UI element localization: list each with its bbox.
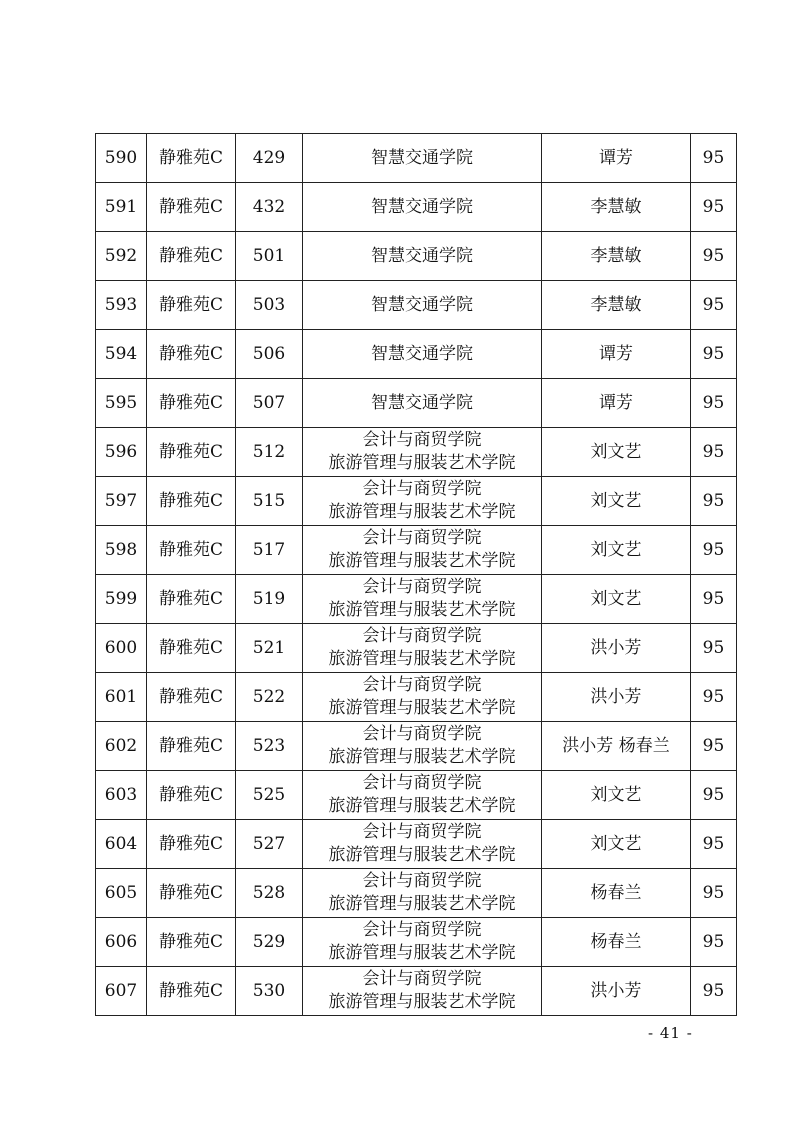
college-name: 会计与商贸学院	[362, 969, 482, 989]
building-cell: 静雅苑C	[147, 183, 236, 232]
score-cell: 95	[691, 281, 737, 330]
building-cell: 静雅苑C	[147, 281, 236, 330]
room-cell: 529	[236, 918, 303, 967]
college-name: 会计与商贸学院	[362, 479, 482, 499]
manager-cell: 洪小芳	[542, 967, 691, 1016]
building-cell: 静雅苑C	[147, 673, 236, 722]
manager-cell: 刘文艺	[542, 771, 691, 820]
score-cell: 95	[691, 526, 737, 575]
room-cell: 501	[236, 232, 303, 281]
college-name: 会计与商贸学院	[362, 675, 482, 695]
college-name: 会计与商贸学院	[362, 626, 482, 646]
row-number-cell: 602	[96, 722, 147, 771]
room-cell: 429	[236, 134, 303, 183]
score-cell: 95	[691, 232, 737, 281]
college-name: 旅游管理与服装艺术学院	[328, 992, 516, 1012]
building-cell: 静雅苑C	[147, 428, 236, 477]
manager-cell: 谭芳	[542, 330, 691, 379]
building-cell: 静雅苑C	[147, 526, 236, 575]
manager-cell: 李慧敏	[542, 183, 691, 232]
manager-cell: 谭芳	[542, 134, 691, 183]
college-name: 旅游管理与服装艺术学院	[328, 747, 516, 767]
row-number-cell: 597	[96, 477, 147, 526]
table-row	[96, 232, 737, 281]
building-cell: 静雅苑C	[147, 722, 236, 771]
room-cell: 528	[236, 869, 303, 918]
building-cell: 静雅苑C	[147, 330, 236, 379]
row-number-cell: 591	[96, 183, 147, 232]
score-cell: 95	[691, 722, 737, 771]
row-number-cell: 594	[96, 330, 147, 379]
room-cell: 506	[236, 330, 303, 379]
room-cell: 521	[236, 624, 303, 673]
room-cell: 517	[236, 526, 303, 575]
manager-cell: 刘文艺	[542, 820, 691, 869]
college-name: 旅游管理与服装艺术学院	[328, 502, 516, 522]
building-cell: 静雅苑C	[147, 624, 236, 673]
college-name: 旅游管理与服装艺术学院	[328, 894, 516, 914]
college-name: 会计与商贸学院	[362, 528, 482, 548]
score-cell: 95	[691, 134, 737, 183]
college-name: 旅游管理与服装艺术学院	[328, 649, 516, 669]
college-name: 会计与商贸学院	[362, 920, 482, 940]
row-number-cell: 604	[96, 820, 147, 869]
row-number-cell: 593	[96, 281, 147, 330]
college-name: 会计与商贸学院	[362, 773, 482, 793]
table-row	[96, 869, 737, 918]
room-cell: 432	[236, 183, 303, 232]
building-cell: 静雅苑C	[147, 820, 236, 869]
college-name: 会计与商贸学院	[362, 822, 482, 842]
building-cell: 静雅苑C	[147, 771, 236, 820]
manager-cell: 洪小芳	[542, 673, 691, 722]
college-name: 智慧交通学院	[371, 196, 473, 217]
dormitory-score-table	[95, 133, 737, 1016]
row-number-cell: 590	[96, 134, 147, 183]
college-cell	[303, 722, 542, 771]
score-cell: 95	[691, 575, 737, 624]
manager-cell: 刘文艺	[542, 575, 691, 624]
college-cell	[303, 183, 542, 232]
college-name: 智慧交通学院	[371, 343, 473, 364]
college-cell	[303, 232, 542, 281]
row-number-cell: 600	[96, 624, 147, 673]
score-cell: 95	[691, 624, 737, 673]
room-cell: 530	[236, 967, 303, 1016]
score-cell: 95	[691, 183, 737, 232]
table-row	[96, 771, 737, 820]
room-cell: 522	[236, 673, 303, 722]
row-number-cell: 607	[96, 967, 147, 1016]
row-number-cell: 592	[96, 232, 147, 281]
table-row	[96, 477, 737, 526]
table-row	[96, 673, 737, 722]
table-row	[96, 722, 737, 771]
college-name: 旅游管理与服装艺术学院	[328, 698, 516, 718]
manager-cell: 刘文艺	[542, 428, 691, 477]
table-row	[96, 379, 737, 428]
score-cell: 95	[691, 820, 737, 869]
room-cell: 515	[236, 477, 303, 526]
college-cell	[303, 330, 542, 379]
building-cell: 静雅苑C	[147, 134, 236, 183]
college-cell	[303, 379, 542, 428]
table-body	[96, 134, 737, 1016]
row-number-cell: 596	[96, 428, 147, 477]
table-row	[96, 624, 737, 673]
table-row	[96, 918, 737, 967]
manager-cell: 李慧敏	[542, 232, 691, 281]
college-cell	[303, 526, 542, 575]
college-name: 智慧交通学院	[371, 147, 473, 168]
college-cell	[303, 624, 542, 673]
row-number-cell: 606	[96, 918, 147, 967]
college-name: 会计与商贸学院	[362, 430, 482, 450]
table-row	[96, 575, 737, 624]
table-row	[96, 967, 737, 1016]
table-row	[96, 183, 737, 232]
college-name: 智慧交通学院	[371, 245, 473, 266]
college-name: 旅游管理与服装艺术学院	[328, 796, 516, 816]
room-cell: 507	[236, 379, 303, 428]
college-cell	[303, 673, 542, 722]
college-cell	[303, 281, 542, 330]
manager-cell: 洪小芳	[542, 624, 691, 673]
college-name: 智慧交通学院	[371, 294, 473, 315]
college-cell	[303, 918, 542, 967]
college-cell	[303, 575, 542, 624]
room-cell: 525	[236, 771, 303, 820]
college-cell	[303, 771, 542, 820]
college-cell	[303, 477, 542, 526]
page-number: - 41 -	[648, 1024, 693, 1042]
score-cell: 95	[691, 477, 737, 526]
college-name: 智慧交通学院	[371, 392, 473, 413]
row-number-cell: 598	[96, 526, 147, 575]
building-cell: 静雅苑C	[147, 967, 236, 1016]
score-cell: 95	[691, 771, 737, 820]
score-cell: 95	[691, 967, 737, 1016]
college-name: 旅游管理与服装艺术学院	[328, 600, 516, 620]
building-cell: 静雅苑C	[147, 918, 236, 967]
room-cell: 512	[236, 428, 303, 477]
room-cell: 523	[236, 722, 303, 771]
manager-cell: 刘文艺	[542, 477, 691, 526]
score-cell: 95	[691, 379, 737, 428]
manager-cell: 谭芳	[542, 379, 691, 428]
manager-cell: 刘文艺	[542, 526, 691, 575]
college-name: 旅游管理与服装艺术学院	[328, 551, 516, 571]
manager-cell: 杨春兰	[542, 918, 691, 967]
row-number-cell: 599	[96, 575, 147, 624]
building-cell: 静雅苑C	[147, 575, 236, 624]
building-cell: 静雅苑C	[147, 232, 236, 281]
college-name: 旅游管理与服装艺术学院	[328, 943, 516, 963]
building-cell: 静雅苑C	[147, 869, 236, 918]
score-cell: 95	[691, 330, 737, 379]
college-name: 会计与商贸学院	[362, 724, 482, 744]
score-cell: 95	[691, 673, 737, 722]
college-name: 旅游管理与服装艺术学院	[328, 845, 516, 865]
table-row	[96, 134, 737, 183]
score-cell: 95	[691, 428, 737, 477]
college-cell	[303, 428, 542, 477]
college-cell	[303, 967, 542, 1016]
row-number-cell: 605	[96, 869, 147, 918]
college-name: 会计与商贸学院	[362, 871, 482, 891]
manager-cell: 杨春兰	[542, 869, 691, 918]
building-cell: 静雅苑C	[147, 477, 236, 526]
table-row	[96, 330, 737, 379]
row-number-cell: 595	[96, 379, 147, 428]
table-row	[96, 820, 737, 869]
room-cell: 519	[236, 575, 303, 624]
college-name: 旅游管理与服装艺术学院	[328, 453, 516, 473]
room-cell: 503	[236, 281, 303, 330]
building-cell: 静雅苑C	[147, 379, 236, 428]
table-row	[96, 526, 737, 575]
room-cell: 527	[236, 820, 303, 869]
college-name: 会计与商贸学院	[362, 577, 482, 597]
row-number-cell: 601	[96, 673, 147, 722]
manager-cell: 洪小芳 杨春兰	[542, 722, 691, 771]
score-cell: 95	[691, 869, 737, 918]
college-cell	[303, 820, 542, 869]
table-row	[96, 281, 737, 330]
college-cell	[303, 134, 542, 183]
college-cell	[303, 869, 542, 918]
score-cell: 95	[691, 918, 737, 967]
manager-cell: 李慧敏	[542, 281, 691, 330]
table-row	[96, 428, 737, 477]
row-number-cell: 603	[96, 771, 147, 820]
